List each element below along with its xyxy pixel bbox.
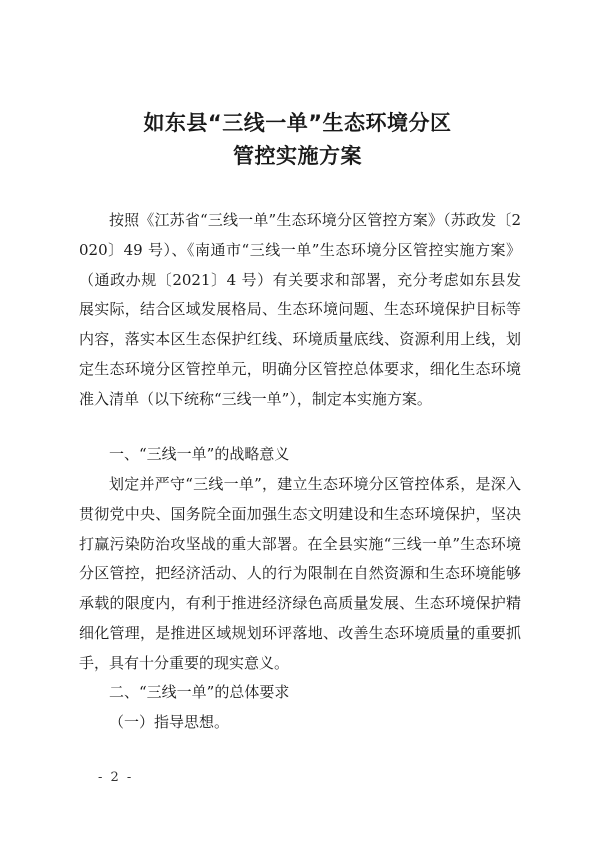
section-heading-general-requirements: 二、“三线一单”的总体要求 bbox=[109, 683, 290, 701]
document-title-line-1: 如东县“三线一单”生态环境分区 bbox=[143, 111, 452, 135]
page-number: - 2 - bbox=[98, 770, 134, 785]
subsection-heading-guiding-ideology: （一）指导思想。 bbox=[109, 713, 230, 731]
strategic-significance-paragraph: 划定并严守“三线一单”，建立生态环境分区管控体系，是深入贯彻党中央、国务院全面加强生态文明建设和生态环境保护，坚决打赢污染防治攻坚战的重大部署。在全县实施“三线一单”生态环境分区管控，把经济活动、人的行为限制在自然资源和生态环境能够承载的限度内，有利于推进经济绿色高质量发展、生态环境保护精细化管理，是推进区域规划环评落地、改善生态环境质量的重要抓手，具有十分重要的现实意义。 bbox=[79, 475, 521, 672]
intro-paragraph: 按照《江苏省“三线一单”生态环境分区管控方案》（苏政发〔2020〕49 号）、《南通市“三线一单”生态环境分区管控实施方案》（通政办规〔2021〕4 号）有关要求和部署，充分考虑如东县发展实际，结合区域发展格局、生态环境问题、生态环境保护目标等内容，落实本区生态保护红线、环境质量底线、资源利用上线，划定生态环境分区管控单元，明确分区管控总体要求，细化生态环境准入清单（以下统称“三线一单”），制定本实施方案。 bbox=[79, 211, 521, 408]
document-title-line-2: 管控实施方案 bbox=[233, 144, 362, 168]
section-heading-strategic-significance: 一、“三线一单”的战略意义 bbox=[109, 445, 290, 463]
